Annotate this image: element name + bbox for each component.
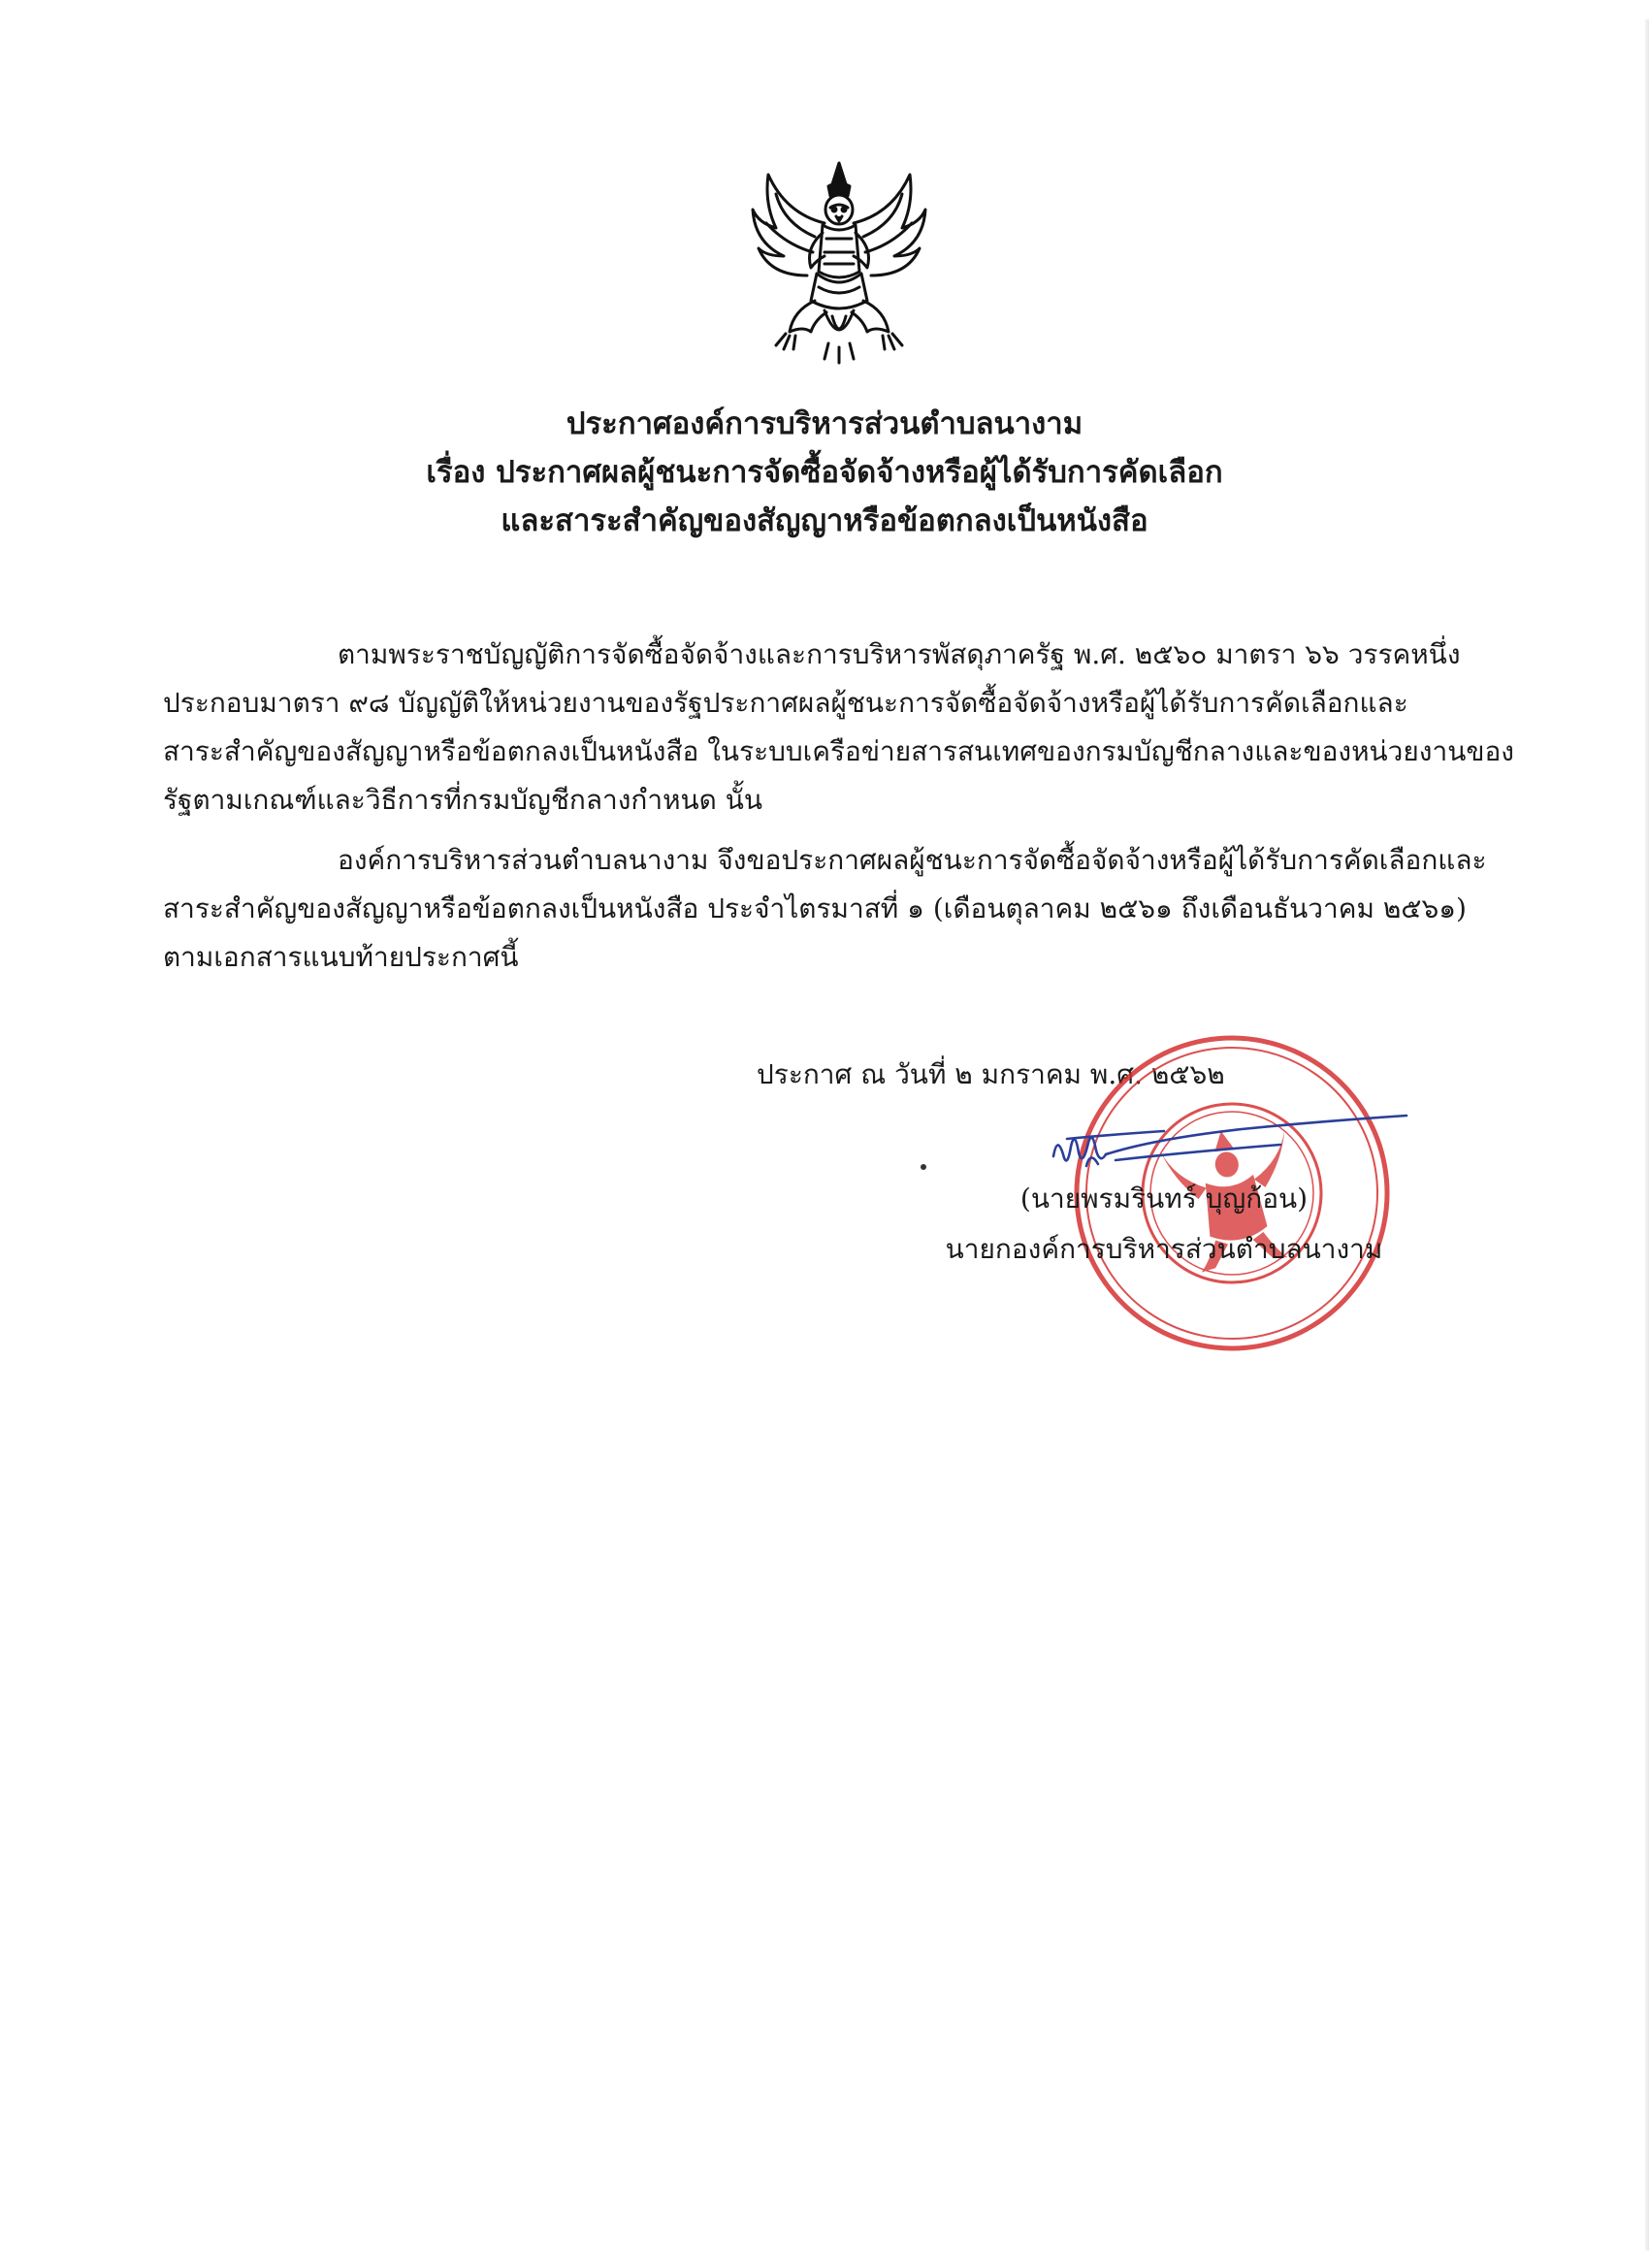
announcement-body xyxy=(163,631,1531,982)
paragraph-1-line-3: สาระสำคัญของสัญญาหรือข้อตกลงเป็นหนังสือ ในระบบเครือข่ายสารสนเทศของกรมบัญชีกลางและของหน่วยงานของ xyxy=(163,735,1514,767)
scan-edge xyxy=(1645,19,1649,2251)
handwritten-signature xyxy=(1048,1096,1416,1183)
announcement-title xyxy=(291,400,1358,545)
paragraph-1-line-4: รัฐตามเกณฑ์และวิธีการที่กรมบัญชีกลางกำหนด นั้น xyxy=(163,784,763,816)
title-line-3: และสาระสำคัญของสัญญาหรือข้อตกลงเป็นหนังสือ xyxy=(501,503,1148,538)
title-line-2: เรื่อง ประกาศผลผู้ชนะการจัดซื้อจัดจ้างหรือผู้ได้รับการคัดเลือก xyxy=(426,455,1223,490)
paragraph-1-line-1: ตามพระราชบัญญัติการจัดซื้อจัดจ้างและการบริหารพัสดุภาครัฐ พ.ศ. ๒๕๖๐ มาตรา ๖๖ วรรคหนึ่ง xyxy=(338,638,1461,670)
signatory-name: (นายพรมรินทร์ บุญก้อน) xyxy=(1019,1183,1309,1215)
ink-dot xyxy=(921,1164,926,1170)
paragraph-2-line-3: ตามเอกสารแนบท้ายประกาศนี้ xyxy=(163,941,519,973)
paragraph-2-line-2: สาระสำคัญของสัญญาหรือข้อตกลงเป็นหนังสือ ประจำไตรมาสที่ ๑ (เดือนตุลาคม ๒๕๖๑ ถึงเดือนธันวาคม ๒๕๖๑) xyxy=(163,892,1467,924)
paragraph-2-line-1: องค์การบริหารส่วนตำบลนางาม จึงขอประกาศผลผู้ชนะการจัดซื้อจัดจ้างหรือผู้ได้รับการคัดเลือกและ xyxy=(338,844,1487,876)
title-line-1: ประกาศองค์การบริหารส่วนตำบลนางาม xyxy=(566,406,1083,441)
paragraph-1-line-2: ประกอบมาตรา ๙๘ บัญญัติให้หน่วยงานของรัฐประกาศผลผู้ชนะการจัดซื้อจัดจ้างหรือผู้ได้รับการคัดเลือกและ xyxy=(163,687,1408,719)
garuda-emblem-icon xyxy=(747,155,931,369)
signatory-position: นายกองค์การบริหารส่วนตำบลนางาม xyxy=(945,1233,1383,1265)
signature-block xyxy=(892,1174,1436,1275)
announcement-date: ประกาศ ณ วันที่ ๒ มกราคม พ.ศ. ๒๕๖๒ xyxy=(757,1058,1225,1090)
